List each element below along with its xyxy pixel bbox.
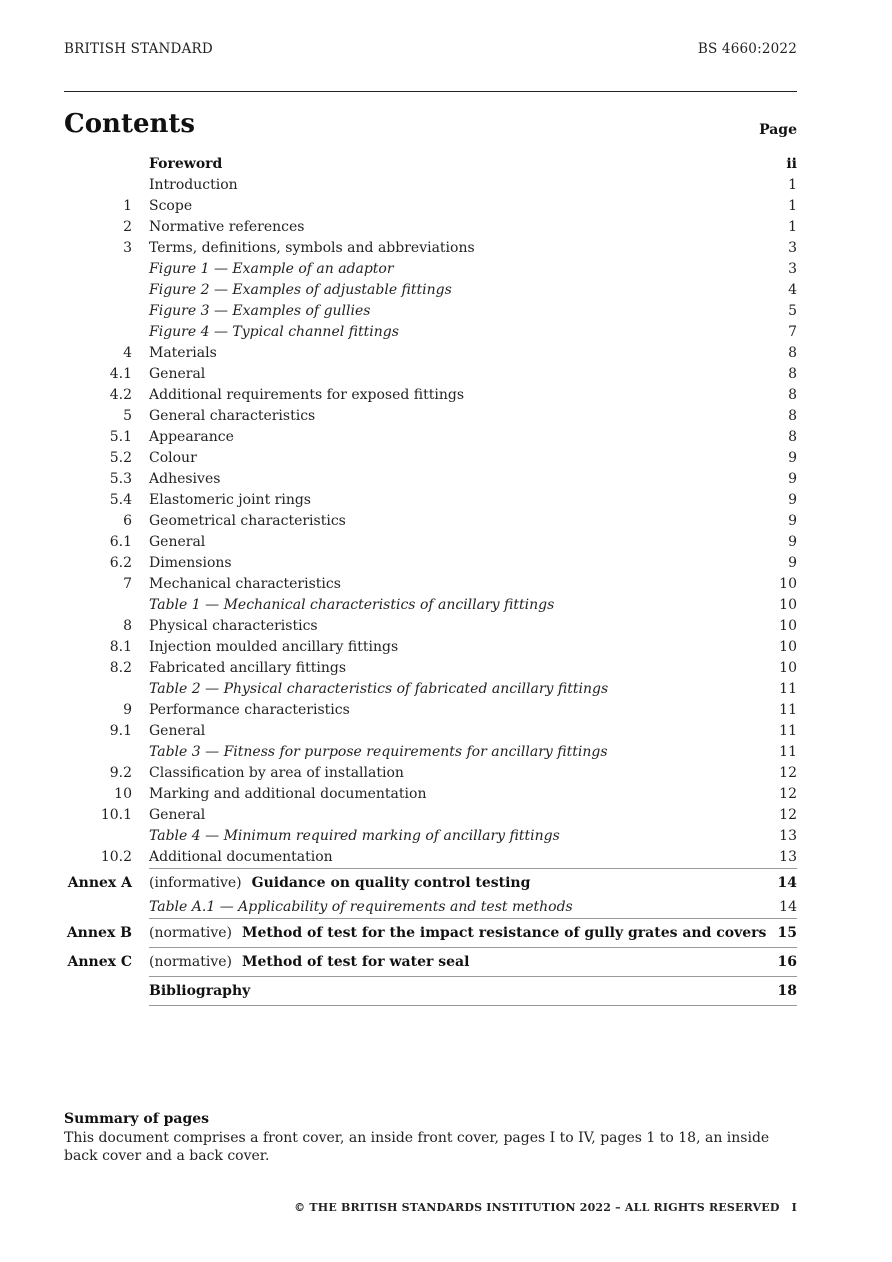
toc-entry-title: Elastomeric joint rings — [149, 492, 311, 508]
toc-entry-title: Foreword — [149, 156, 223, 172]
toc-entry-page: 1 — [788, 198, 797, 214]
annex-title-line — [149, 869, 757, 897]
annex-entry[interactable] — [64, 948, 797, 976]
annex-label: Annex A — [67, 875, 132, 891]
bibliography-entry[interactable] — [64, 977, 797, 1005]
toc-entry-title: General — [149, 534, 206, 550]
toc-entry-title: Introduction — [149, 177, 238, 193]
toc-entry-title: Figure 2 — Examples of adjustable fittings — [149, 282, 452, 298]
toc-entry[interactable] — [64, 280, 797, 301]
toc-entry[interactable] — [64, 490, 797, 511]
toc-bottom-rule — [149, 1005, 797, 1006]
annex-sub-entry[interactable] — [64, 897, 797, 918]
annex-title-line — [149, 948, 757, 976]
page-title: Contents — [64, 109, 196, 139]
toc-entry-page: 5 — [788, 303, 797, 319]
annex-label: Annex B — [66, 925, 132, 941]
summary-heading: Summary of pages — [64, 1111, 210, 1127]
annex-type: (normative) — [149, 925, 232, 941]
toc-entry-title: General — [149, 366, 206, 382]
toc-entry-page: 9 — [788, 471, 797, 487]
bibliography-block — [149, 976, 797, 1005]
toc-entry-title: Physical characteristics — [149, 618, 318, 634]
toc-entry[interactable] — [64, 784, 797, 805]
toc-entry[interactable] — [64, 616, 797, 637]
toc-entry-page: 9 — [788, 492, 797, 508]
header-rule — [64, 91, 797, 92]
toc-entry[interactable] — [64, 196, 797, 217]
table-of-contents — [64, 154, 797, 1006]
toc-entry-title: Fabricated ancillary fittings — [149, 660, 347, 676]
toc-entry[interactable] — [64, 658, 797, 679]
toc-entry[interactable] — [64, 511, 797, 532]
running-header-left: BRITISH STANDARD — [64, 41, 213, 57]
toc-entry-page: 9 — [788, 534, 797, 550]
toc-entry[interactable] — [64, 679, 797, 700]
toc-entry[interactable] — [64, 763, 797, 784]
toc-entry-page: 13 — [779, 828, 797, 844]
toc-entry[interactable] — [64, 469, 797, 490]
toc-entry-page: 13 — [779, 849, 797, 865]
toc-entry-number: 9.1 — [109, 723, 132, 739]
annex-title: Method of test for the impact resistance of gully grates and covers — [241, 925, 767, 941]
toc-entry-page: 9 — [788, 513, 797, 529]
annex-page: 15 — [777, 925, 797, 941]
toc-entry-number: 4.2 — [109, 387, 132, 403]
toc-entry-title: Marking and additional documentation — [149, 786, 427, 802]
annex-block — [67, 868, 797, 918]
annex-sub-title: Table A.1 — Applicability of requirements and test methods — [149, 899, 573, 915]
toc-entry-page: 3 — [788, 240, 797, 256]
toc-entry-title: Geometrical characteristics — [149, 513, 346, 529]
toc-entry[interactable] — [64, 805, 797, 826]
toc-entry-title: Table 2 — Physical characteristics of fabricated ancillary fittings — [149, 681, 609, 697]
annex-page: 14 — [777, 875, 797, 891]
toc-entry[interactable] — [64, 406, 797, 427]
toc-entry-page: 10 — [779, 660, 797, 676]
toc-entry-page: 10 — [779, 576, 797, 592]
toc-entry-page: 3 — [788, 261, 797, 277]
annex-type: (informative) — [149, 875, 242, 891]
toc-entry-title: Table 3 — Fitness for purpose requirements for ancillary fittings — [149, 744, 608, 760]
toc-entry[interactable] — [64, 238, 797, 259]
toc-entry-number: 5.4 — [109, 492, 132, 508]
page-number: I — [791, 1201, 797, 1214]
toc-entry-number: 8 — [123, 618, 132, 634]
toc-entry-title: Additional documentation — [149, 849, 333, 865]
toc-entry-page: 7 — [788, 324, 797, 340]
toc-entry[interactable] — [64, 595, 797, 616]
toc-entry-number: 2 — [123, 219, 132, 235]
annex-page: 18 — [777, 983, 797, 999]
annex-block — [66, 918, 797, 947]
toc-entry-page: 1 — [788, 177, 797, 193]
toc-entry[interactable] — [64, 532, 797, 553]
toc-entry[interactable] — [64, 448, 797, 469]
toc-entry-title: Figure 4 — Typical channel fittings — [149, 324, 399, 340]
toc-entry[interactable] — [64, 175, 797, 196]
toc-entry-title: Colour — [149, 450, 197, 466]
toc-entry[interactable] — [64, 742, 797, 763]
toc-entry-number: 5 — [123, 408, 132, 424]
toc-entry[interactable] — [64, 217, 797, 238]
toc-entry-number: 8.1 — [109, 639, 132, 655]
page-column-label: Page — [759, 122, 797, 138]
toc-entry[interactable] — [64, 259, 797, 280]
toc-entry[interactable] — [64, 847, 797, 868]
toc-entry-page: 8 — [788, 345, 797, 361]
annex-title: Method of test for water seal — [241, 954, 470, 970]
toc-entry[interactable] — [64, 721, 797, 742]
toc-entry-title: Terms, definitions, symbols and abbreviations — [149, 240, 475, 256]
annex-page: 16 — [777, 954, 797, 970]
toc-entry-page: 11 — [779, 723, 797, 739]
toc-entry[interactable] — [64, 154, 797, 175]
annex-entry[interactable] — [64, 919, 797, 947]
toc-entry-page: 12 — [779, 807, 797, 823]
toc-entry-title: Figure 3 — Examples of gullies — [149, 303, 371, 319]
toc-entry-number: 5.2 — [109, 450, 132, 466]
annex-title-line — [149, 977, 757, 1005]
toc-entry-page: 8 — [788, 387, 797, 403]
toc-entry-page: 10 — [779, 639, 797, 655]
toc-entry-page: 8 — [788, 429, 797, 445]
toc-entry[interactable] — [64, 826, 797, 847]
toc-entry[interactable] — [64, 637, 797, 658]
toc-entry-title: General — [149, 807, 206, 823]
toc-entry-number: 10 — [114, 786, 132, 802]
toc-entry-number: 7 — [123, 576, 132, 592]
toc-entry-title: Additional requirements for exposed fittings — [149, 387, 465, 403]
copyright-notice: © THE BRITISH STANDARDS INSTITUTION 2022 – ALL RIGHTS RESERVED — [294, 1201, 780, 1214]
toc-entry-number: 1 — [123, 198, 132, 214]
toc-entry-title: Figure 1 — Example of an adaptor — [149, 261, 394, 277]
toc-entry-page: 11 — [779, 681, 797, 697]
toc-entry-number: 3 — [123, 240, 132, 256]
toc-entry-title: Materials — [149, 345, 217, 361]
running-header-right: BS 4660:2022 — [697, 41, 797, 57]
toc-entry-title: Scope — [149, 198, 193, 214]
toc-entry-page: 1 — [788, 219, 797, 235]
toc-entry-number: 4 — [123, 345, 132, 361]
toc-entry[interactable] — [64, 553, 797, 574]
toc-entry-title: Performance characteristics — [149, 702, 350, 718]
toc-entry-number: 10.1 — [100, 807, 132, 823]
toc-entry-page: 11 — [779, 744, 797, 760]
toc-entry-number: 6.2 — [109, 555, 132, 571]
toc-entry-page: 9 — [788, 450, 797, 466]
toc-entry[interactable] — [64, 364, 797, 385]
toc-entry-title: General characteristics — [149, 408, 316, 424]
toc-entry-title: Adhesives — [149, 471, 221, 487]
toc-entry-title: Table 1 — Mechanical characteristics of ancillary fittings — [149, 597, 555, 613]
toc-entry-page: 12 — [779, 786, 797, 802]
toc-entry[interactable] — [64, 385, 797, 406]
toc-entry-number: 8.2 — [109, 660, 132, 676]
toc-entry[interactable] — [64, 322, 797, 343]
toc-entry-page: 10 — [779, 597, 797, 613]
toc-entry[interactable] — [64, 427, 797, 448]
toc-entry-number: 9.2 — [109, 765, 132, 781]
toc-entry-page: 9 — [788, 555, 797, 571]
toc-entry-number: 9 — [123, 702, 132, 718]
toc-entry-page: 8 — [788, 408, 797, 424]
annex-entry[interactable] — [64, 869, 797, 897]
toc-entry-title: Classification by area of installation — [149, 765, 404, 781]
toc-entry-title: Dimensions — [149, 555, 232, 571]
toc-entry-number: 10.2 — [100, 849, 132, 865]
page-footer — [294, 1201, 797, 1214]
annex-title: Bibliography — [149, 983, 251, 999]
toc-entry-title: Mechanical characteristics — [149, 576, 341, 592]
toc-entry-page: 10 — [779, 618, 797, 634]
toc-entry-page: ii — [786, 156, 797, 172]
toc-entry-title: Injection moulded ancillary fittings — [149, 639, 399, 655]
toc-entry-page: 11 — [779, 702, 797, 718]
toc-entry-number: 5.3 — [109, 471, 132, 487]
toc-entry-title: General — [149, 723, 206, 739]
toc-entry-number: 4.1 — [109, 366, 132, 382]
toc-entry[interactable] — [64, 301, 797, 322]
toc-entry-page: 4 — [788, 282, 797, 298]
toc-entry-page: 8 — [788, 366, 797, 382]
toc-entry-number: 6 — [123, 513, 132, 529]
toc-entry-number: 5.1 — [109, 429, 132, 445]
toc-entry-number: 6.1 — [109, 534, 132, 550]
toc-entry[interactable] — [64, 343, 797, 364]
annex-title-line — [149, 919, 767, 947]
toc-entry-title: Normative references — [149, 219, 305, 235]
toc-entry-title: Appearance — [149, 429, 234, 445]
annex-sub-page: 14 — [779, 899, 797, 915]
toc-entry[interactable] — [64, 574, 797, 595]
toc-entry-title: Table 4 — Minimum required marking of ancillary fittings — [149, 828, 560, 844]
toc-entry[interactable] — [64, 700, 797, 721]
annex-block — [67, 947, 797, 976]
annex-title: Guidance on quality control testing — [251, 875, 531, 891]
summary-text: This document comprises a front cover, an inside front cover, pages I to IV, pages 1 to 18, an inside back cover and a back cover. — [64, 1130, 770, 1164]
annex-type: (normative) — [149, 954, 232, 970]
toc-entry-page: 12 — [779, 765, 797, 781]
annex-label: Annex C — [67, 954, 132, 970]
